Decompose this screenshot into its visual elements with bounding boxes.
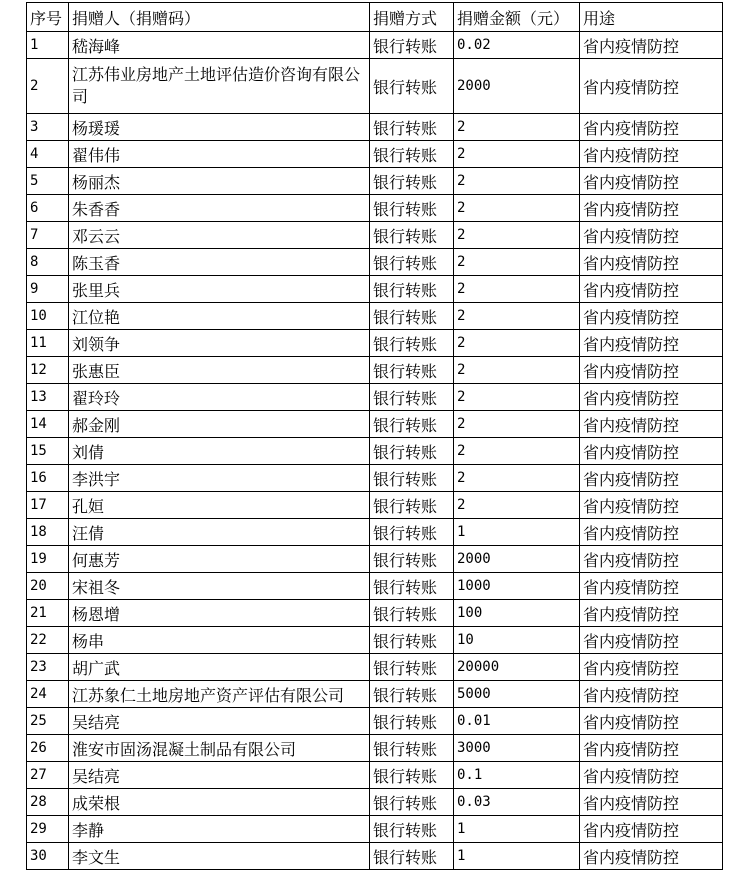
cell-donor: 汪倩 (69, 519, 370, 546)
cell-seq: 19 (27, 546, 69, 573)
cell-donor: 邓云云 (69, 222, 370, 249)
cell-seq: 13 (27, 384, 69, 411)
cell-purpose: 省内疫情防控 (580, 357, 723, 384)
cell-amount: 2 (454, 303, 580, 330)
cell-seq: 14 (27, 411, 69, 438)
cell-donor: 杨恩增 (69, 600, 370, 627)
cell-method: 银行转账 (370, 303, 454, 330)
table-row (27, 627, 723, 654)
table-row (27, 843, 723, 870)
cell-method: 银行转账 (370, 438, 454, 465)
cell-amount: 2 (454, 384, 580, 411)
cell-donor: 张里兵 (69, 276, 370, 303)
cell-purpose: 省内疫情防控 (580, 816, 723, 843)
cell-donor: 刘领争 (69, 330, 370, 357)
table-row (27, 438, 723, 465)
cell-method: 银行转账 (370, 708, 454, 735)
cell-purpose: 省内疫情防控 (580, 114, 723, 141)
cell-amount: 2 (454, 438, 580, 465)
cell-amount: 2 (454, 249, 580, 276)
table-row (27, 600, 723, 627)
table-row (27, 789, 723, 816)
cell-donor: 李文生 (69, 843, 370, 870)
cell-amount: 2 (454, 114, 580, 141)
cell-amount: 0.1 (454, 762, 580, 789)
cell-donor: 孔姮 (69, 492, 370, 519)
table-row (27, 59, 723, 114)
table-row (27, 195, 723, 222)
cell-amount: 5000 (454, 681, 580, 708)
header-row (27, 3, 723, 32)
table-row (27, 465, 723, 492)
cell-seq: 25 (27, 708, 69, 735)
cell-method: 银行转账 (370, 546, 454, 573)
cell-seq: 3 (27, 114, 69, 141)
header-method: 捐赠方式 (370, 3, 454, 32)
cell-amount: 20000 (454, 654, 580, 681)
cell-method: 银行转账 (370, 573, 454, 600)
table-row (27, 708, 723, 735)
header-seq: 序号 (27, 3, 69, 32)
cell-seq: 18 (27, 519, 69, 546)
cell-method: 银行转账 (370, 600, 454, 627)
table-row (27, 681, 723, 708)
cell-seq: 5 (27, 168, 69, 195)
table-row (27, 654, 723, 681)
cell-donor: 李静 (69, 816, 370, 843)
cell-method: 银行转账 (370, 762, 454, 789)
cell-donor: 朱香香 (69, 195, 370, 222)
cell-amount: 2000 (454, 59, 580, 114)
cell-seq: 17 (27, 492, 69, 519)
cell-method: 银行转账 (370, 411, 454, 438)
cell-amount: 2 (454, 465, 580, 492)
cell-method: 银行转账 (370, 195, 454, 222)
cell-donor: 何惠芳 (69, 546, 370, 573)
header-amount: 捐赠金额（元） (454, 3, 580, 32)
table-row (27, 330, 723, 357)
cell-amount: 1 (454, 816, 580, 843)
cell-purpose: 省内疫情防控 (580, 141, 723, 168)
cell-method: 银行转账 (370, 32, 454, 59)
cell-method: 银行转账 (370, 735, 454, 762)
cell-donor: 江苏伟业房地产土地评估造价咨询有限公司 (69, 59, 370, 114)
cell-donor: 成荣根 (69, 789, 370, 816)
cell-amount: 2 (454, 330, 580, 357)
table-row (27, 357, 723, 384)
cell-method: 银行转账 (370, 114, 454, 141)
cell-amount: 2 (454, 222, 580, 249)
cell-seq: 22 (27, 627, 69, 654)
cell-amount: 2 (454, 168, 580, 195)
cell-purpose: 省内疫情防控 (580, 681, 723, 708)
cell-amount: 2 (454, 357, 580, 384)
table-row (27, 492, 723, 519)
cell-seq: 2 (27, 59, 69, 114)
cell-amount: 1 (454, 519, 580, 546)
cell-seq: 1 (27, 32, 69, 59)
cell-seq: 28 (27, 789, 69, 816)
table-row (27, 32, 723, 59)
cell-purpose: 省内疫情防控 (580, 59, 723, 114)
cell-purpose: 省内疫情防控 (580, 708, 723, 735)
cell-purpose: 省内疫情防控 (580, 303, 723, 330)
table-row (27, 168, 723, 195)
cell-donor: 杨串 (69, 627, 370, 654)
cell-purpose: 省内疫情防控 (580, 276, 723, 303)
cell-amount: 0.03 (454, 789, 580, 816)
cell-purpose: 省内疫情防控 (580, 384, 723, 411)
cell-donor: 刘倩 (69, 438, 370, 465)
table-row (27, 519, 723, 546)
cell-amount: 10 (454, 627, 580, 654)
table-row (27, 384, 723, 411)
cell-method: 银行转账 (370, 330, 454, 357)
cell-donor: 杨丽杰 (69, 168, 370, 195)
cell-donor: 翟玲玲 (69, 384, 370, 411)
cell-seq: 15 (27, 438, 69, 465)
cell-seq: 23 (27, 654, 69, 681)
cell-purpose: 省内疫情防控 (580, 465, 723, 492)
cell-method: 银行转账 (370, 357, 454, 384)
cell-seq: 7 (27, 222, 69, 249)
cell-purpose: 省内疫情防控 (580, 330, 723, 357)
cell-amount: 2 (454, 276, 580, 303)
cell-purpose: 省内疫情防控 (580, 573, 723, 600)
cell-purpose: 省内疫情防控 (580, 492, 723, 519)
cell-donor: 吴结亮 (69, 762, 370, 789)
cell-seq: 26 (27, 735, 69, 762)
cell-seq: 10 (27, 303, 69, 330)
cell-purpose: 省内疫情防控 (580, 762, 723, 789)
cell-purpose: 省内疫情防控 (580, 519, 723, 546)
cell-amount: 2 (454, 141, 580, 168)
cell-donor: 陈玉香 (69, 249, 370, 276)
header-donor: 捐赠人（捐赠码） (69, 3, 370, 32)
cell-amount: 2 (454, 492, 580, 519)
cell-amount: 100 (454, 600, 580, 627)
cell-donor: 胡广武 (69, 654, 370, 681)
cell-method: 银行转账 (370, 276, 454, 303)
cell-method: 银行转账 (370, 141, 454, 168)
cell-donor: 翟伟伟 (69, 141, 370, 168)
cell-method: 银行转账 (370, 59, 454, 114)
cell-method: 银行转账 (370, 681, 454, 708)
cell-seq: 27 (27, 762, 69, 789)
table-row (27, 573, 723, 600)
cell-purpose: 省内疫情防控 (580, 735, 723, 762)
cell-method: 银行转账 (370, 222, 454, 249)
table-row (27, 735, 723, 762)
cell-method: 银行转账 (370, 465, 454, 492)
cell-purpose: 省内疫情防控 (580, 195, 723, 222)
table-row (27, 141, 723, 168)
cell-seq: 9 (27, 276, 69, 303)
cell-purpose: 省内疫情防控 (580, 843, 723, 870)
cell-seq: 8 (27, 249, 69, 276)
cell-donor: 宋祖冬 (69, 573, 370, 600)
cell-method: 银行转账 (370, 816, 454, 843)
cell-amount: 3000 (454, 735, 580, 762)
table-row (27, 816, 723, 843)
cell-donor: 李洪宇 (69, 465, 370, 492)
cell-amount: 2000 (454, 546, 580, 573)
cell-purpose: 省内疫情防控 (580, 627, 723, 654)
cell-amount: 1000 (454, 573, 580, 600)
cell-donor: 江苏象仁土地房地产资产评估有限公司 (69, 681, 370, 708)
cell-amount: 2 (454, 411, 580, 438)
cell-seq: 11 (27, 330, 69, 357)
cell-seq: 24 (27, 681, 69, 708)
cell-amount: 0.02 (454, 32, 580, 59)
cell-purpose: 省内疫情防控 (580, 32, 723, 59)
cell-purpose: 省内疫情防控 (580, 789, 723, 816)
table-row (27, 546, 723, 573)
cell-donor: 江位艳 (69, 303, 370, 330)
cell-purpose: 省内疫情防控 (580, 438, 723, 465)
cell-method: 银行转账 (370, 789, 454, 816)
cell-donor: 吴结亮 (69, 708, 370, 735)
cell-amount: 1 (454, 843, 580, 870)
cell-seq: 21 (27, 600, 69, 627)
cell-method: 银行转账 (370, 843, 454, 870)
cell-purpose: 省内疫情防控 (580, 546, 723, 573)
table-row (27, 762, 723, 789)
cell-method: 银行转账 (370, 654, 454, 681)
cell-amount: 0.01 (454, 708, 580, 735)
table-row (27, 222, 723, 249)
table-row (27, 303, 723, 330)
table-row (27, 276, 723, 303)
cell-method: 银行转账 (370, 384, 454, 411)
table-row (27, 411, 723, 438)
cell-purpose: 省内疫情防控 (580, 411, 723, 438)
cell-seq: 20 (27, 573, 69, 600)
cell-method: 银行转账 (370, 492, 454, 519)
cell-method: 银行转账 (370, 627, 454, 654)
cell-seq: 29 (27, 816, 69, 843)
cell-method: 银行转账 (370, 519, 454, 546)
donations-table (26, 2, 723, 870)
cell-donor: 张惠臣 (69, 357, 370, 384)
cell-method: 银行转账 (370, 249, 454, 276)
cell-donor: 杨瑗瑗 (69, 114, 370, 141)
cell-seq: 12 (27, 357, 69, 384)
cell-purpose: 省内疫情防控 (580, 654, 723, 681)
cell-donor: 淮安市固汤混凝土制品有限公司 (69, 735, 370, 762)
cell-purpose: 省内疫情防控 (580, 168, 723, 195)
cell-amount: 2 (454, 195, 580, 222)
cell-seq: 4 (27, 141, 69, 168)
table-body (27, 32, 723, 870)
cell-purpose: 省内疫情防控 (580, 222, 723, 249)
table-row (27, 114, 723, 141)
cell-seq: 30 (27, 843, 69, 870)
cell-donor: 郝金刚 (69, 411, 370, 438)
header-purpose: 用途 (580, 3, 723, 32)
cell-seq: 6 (27, 195, 69, 222)
table-row (27, 249, 723, 276)
cell-seq: 16 (27, 465, 69, 492)
cell-method: 银行转账 (370, 168, 454, 195)
cell-donor: 嵇海峰 (69, 32, 370, 59)
cell-purpose: 省内疫情防控 (580, 600, 723, 627)
cell-purpose: 省内疫情防控 (580, 249, 723, 276)
